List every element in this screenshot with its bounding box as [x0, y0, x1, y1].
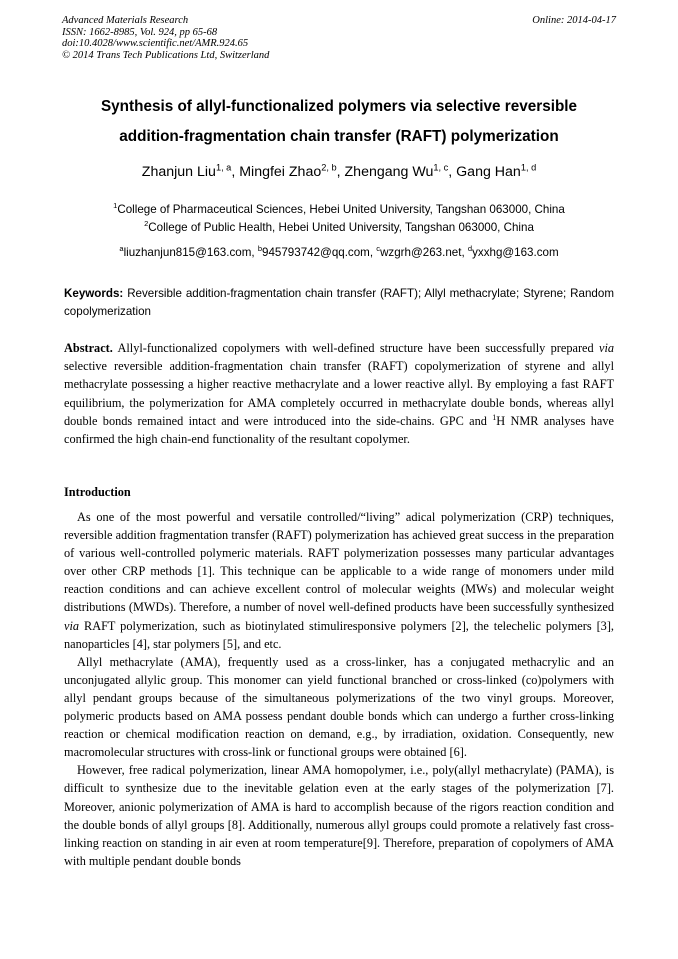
email-link[interactable]: liuzhanjun815@163.com — [123, 246, 252, 259]
affiliation-2: $^2$College of Public Health, Hebei United University, Tangshan 063000, China — [144, 219, 534, 234]
author-name: Zhengang Wu — [344, 164, 434, 180]
paragraph: However, free radical polymerization, linear AMA homopolymer, i.e., poly(allyl methacrylate) (PAMA), is difficult to synthesize due to the inevitable gelation even at the early stages of the polymerization [7]. Moreover, anionic polymerization of AMA is hard to accomplish because of the rigors reaction condition and the double bonds of allyl groups [8]. Additionally, numerous allyl groups could promote a relatively fast cross-linking reaction on standing in air even at room temperature[9]. Therefore, preparation of copolymers of AMA with multiple pendant double bonds — [64, 763, 614, 868]
author-sup: 1, a — [215, 162, 232, 173]
affiliation-1: $^1$College of Pharmaceutical Sciences, Hebei United University, Tangshan 063000, China — [113, 201, 565, 216]
paper-title — [40, 92, 638, 152]
author-name: Mingfei Zhao — [239, 164, 322, 180]
journal-header — [62, 15, 269, 61]
online-date: Online: 2014-04-17 — [532, 15, 616, 26]
email-link[interactable]: wzgrh@263.net — [380, 246, 462, 259]
keywords-label: Keywords: — [64, 287, 124, 300]
author-list: Zhanjun Liu$^{1, a}$, Mingfei Zhao$^{2, b}$, Zhengang Wu$^{1, c}$, Gang Han$^{1, d}$ — [141, 162, 537, 180]
issn-line: ISSN: 1662-8985, Vol. 924, pp 65-68 — [62, 26, 218, 38]
abstract: Abstract. Allyl-functionalized copolymers with well-defined structure have been successfully prepared via selective reversible addition-fragmentation chain transfer (RAFT) copolymerization of styrene and allyl methacrylate possessing a higher reactive methacrylate and a lower reactive allyl. By employing a fast RAFT equilibrium, the polymerization for AMA completely occurred in methacrylate double bonds, whereas allyl double bonds remained intact and were introduced into the side-chains. GPC and $^1$H NMR analyses have confirmed the high chain-end functionality of the resultant copolymer. — [64, 341, 615, 447]
journal-name: Advanced Materials Research — [62, 15, 189, 26]
email-list: $^a$liuzhanjun815@163.com, $^b$945793742@qq.com, $^c$wzgrh@263.net, $^d$yxxhg@163.com — [119, 244, 559, 259]
paragraph: Allyl methacrylate (AMA), frequently used as a cross-linker, has a conjugated methacrylic and an unconjugated allylic group. This monomer can yield functional branched or cross-linked (co)polymers with allyl pendant groups because of the simultaneous polymerizations of the two vinyl groups. Moreover, polymeric products based on AMA possess pendant double bonds which can undergo a further cross-linking reaction or chemical modification reaction on demand, e.g., by irradiation, oxidation. Consequently, new macromolecular structures with cross-link or functional groups were obtained [6]. — [64, 654, 614, 760]
keywords-text: Reversible addition-fragmentation chain transfer (RAFT); Allyl methacrylate; Styrene; Random copolymerization — [64, 287, 614, 318]
section-heading-introduction: Introduction — [64, 485, 131, 499]
email-link[interactable]: 945793742@qq.com — [262, 246, 370, 259]
title-line-2: addition-fragmentation chain transfer (RAFT) polymerization — [119, 128, 559, 145]
doi-line: doi:10.4028/www.scientific.net/AMR.924.65 — [62, 38, 249, 49]
author-sup: 1, c — [433, 162, 449, 173]
introduction-body — [64, 508, 614, 870]
keywords — [64, 285, 614, 321]
author-sup: 1, d — [520, 162, 537, 173]
author-name: Zhanjun Liu — [141, 164, 216, 180]
copyright-line: © 2014 Trans Tech Publications Ltd, Switzerland — [62, 49, 270, 61]
title-line-1: Synthesis of allyl-functionalized polymers via selective reversible — [100, 98, 578, 115]
author-sup: 2, b — [321, 162, 337, 173]
paragraph: As one of the most powerful and versatile controlled/“living” adical polymerization (CRP) techniques, reversible addition fragmentation transfer (RAFT) polymerization has achieved great success in the preparation of various well-controlled polymeric materials. RAFT polymerization possesses many particular advantages over other CRP methods [1]. This technique can be applicable to a wide range of monomers under mild reaction conditions and can achieve excellent control of molecular weights (MWs) and molecular weight distributions (MWDs). Therefore, a number of novel well-defined products have been successfully synthesized via RAFT polymerization, such as biotinylated stimuliresponsive polymers [2], the telechelic polymers [3], nanoparticles [4], star polymers [5], and etc. — [64, 510, 615, 651]
email-link[interactable]: yxxhg@163.com — [472, 246, 559, 259]
abstract-label: Abstract. — [64, 341, 113, 355]
author-name: Gang Han — [456, 164, 521, 180]
